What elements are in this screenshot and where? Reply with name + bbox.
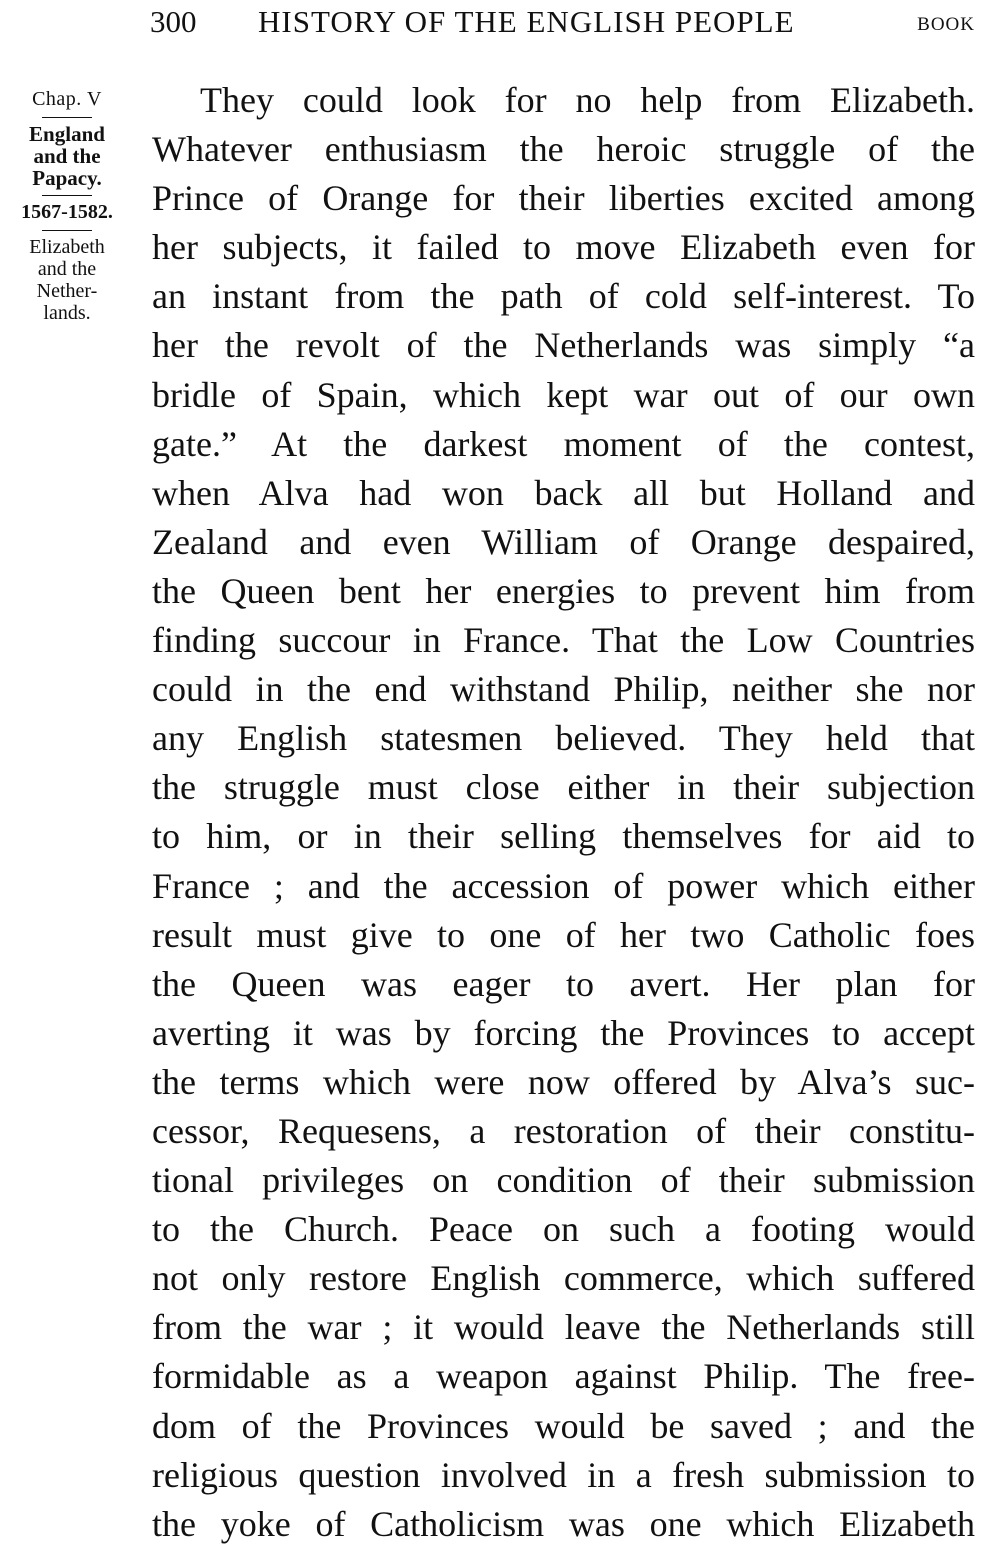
page-number: 300 bbox=[150, 4, 197, 39]
section-line: and the bbox=[33, 144, 101, 168]
subsection-line: Nether- bbox=[36, 280, 98, 302]
text-line: to him, or in their selling themselves for aid to bbox=[152, 816, 975, 857]
section-heading bbox=[6, 123, 128, 189]
text-line: the terms which were now offered by Alva’s suc- bbox=[152, 1061, 975, 1102]
subsection-line: lands. bbox=[43, 302, 91, 324]
margin-rule bbox=[42, 117, 92, 118]
margin-rule bbox=[42, 230, 92, 231]
text-line: bridle of Spain, which kept war out of our own bbox=[152, 374, 975, 415]
text-line: from the war ; it would leave the Netherlands still bbox=[152, 1307, 975, 1348]
text-line: result must give to one of her two Catholic foes bbox=[152, 914, 975, 955]
margin-notes bbox=[6, 88, 128, 324]
text-line: not only restore English commerce, which suffered bbox=[152, 1258, 975, 1299]
text-line: could in the end withstand Philip, neither she nor bbox=[152, 669, 975, 710]
running-head bbox=[150, 4, 975, 44]
text-line: Whatever enthusiasm the heroic struggle of the bbox=[152, 129, 975, 170]
text-line: the Queen was eager to avert. Her plan for bbox=[152, 963, 975, 1004]
text-line: gate.” At the darkest moment of the contest, bbox=[152, 423, 975, 464]
text-line: tional privileges on condition of their submission bbox=[152, 1160, 975, 1201]
text-line: formidable as a weapon against Philip. The free- bbox=[152, 1356, 975, 1397]
section-line: England bbox=[29, 122, 105, 146]
text-line: finding succour in France. That the Low Countries bbox=[152, 620, 975, 661]
margin-rule bbox=[42, 195, 92, 196]
text-line: the Queen bent her energies to prevent him from bbox=[152, 570, 975, 611]
text-line: averting it was by forcing the Provinces to accept bbox=[152, 1012, 975, 1053]
text-line: her subjects, it failed to move Elizabeth even for bbox=[152, 227, 975, 268]
text-line: Zealand and even William of Orange despaired, bbox=[152, 521, 975, 562]
section-line: Papacy. bbox=[32, 166, 102, 190]
subsection-line: Elizabeth bbox=[29, 236, 105, 258]
text-line: dom of the Provinces would be saved ; and the bbox=[152, 1405, 975, 1446]
subsection-heading bbox=[6, 236, 128, 324]
text-line: her the revolt of the Netherlands was simply “a bbox=[152, 325, 975, 366]
chapter-label: Chap. V bbox=[32, 88, 102, 110]
text-line: the struggle must close either in their subjection bbox=[152, 767, 975, 808]
text-line: the yoke of Catholicism was one which Elizabeth bbox=[152, 1503, 975, 1544]
text-line: to the Church. Peace on such a footing would bbox=[152, 1209, 975, 1250]
text-line: They could look for no help from Elizabeth. bbox=[200, 80, 975, 120]
years-range: 1567-1582. bbox=[21, 201, 113, 223]
text-line: France ; and the accession of power which either bbox=[152, 865, 975, 906]
text-line: religious question involved in a fresh submission to bbox=[152, 1454, 975, 1495]
body-text bbox=[152, 76, 975, 1549]
text-line: when Alva had won back all but Holland and bbox=[152, 472, 975, 513]
text-line: Prince of Orange for their liberties excited among bbox=[152, 178, 975, 219]
running-title: HISTORY OF THE ENGLISH PEOPLE bbox=[258, 4, 795, 39]
text-line: any English statesmen believed. They held that bbox=[152, 718, 975, 759]
text-line: an instant from the path of cold self-interest. To bbox=[152, 276, 975, 317]
text-line: cessor, Requesens, a restoration of their constitu- bbox=[152, 1110, 975, 1151]
book-label: BOOK bbox=[917, 14, 975, 35]
subsection-line: and the bbox=[37, 258, 97, 280]
